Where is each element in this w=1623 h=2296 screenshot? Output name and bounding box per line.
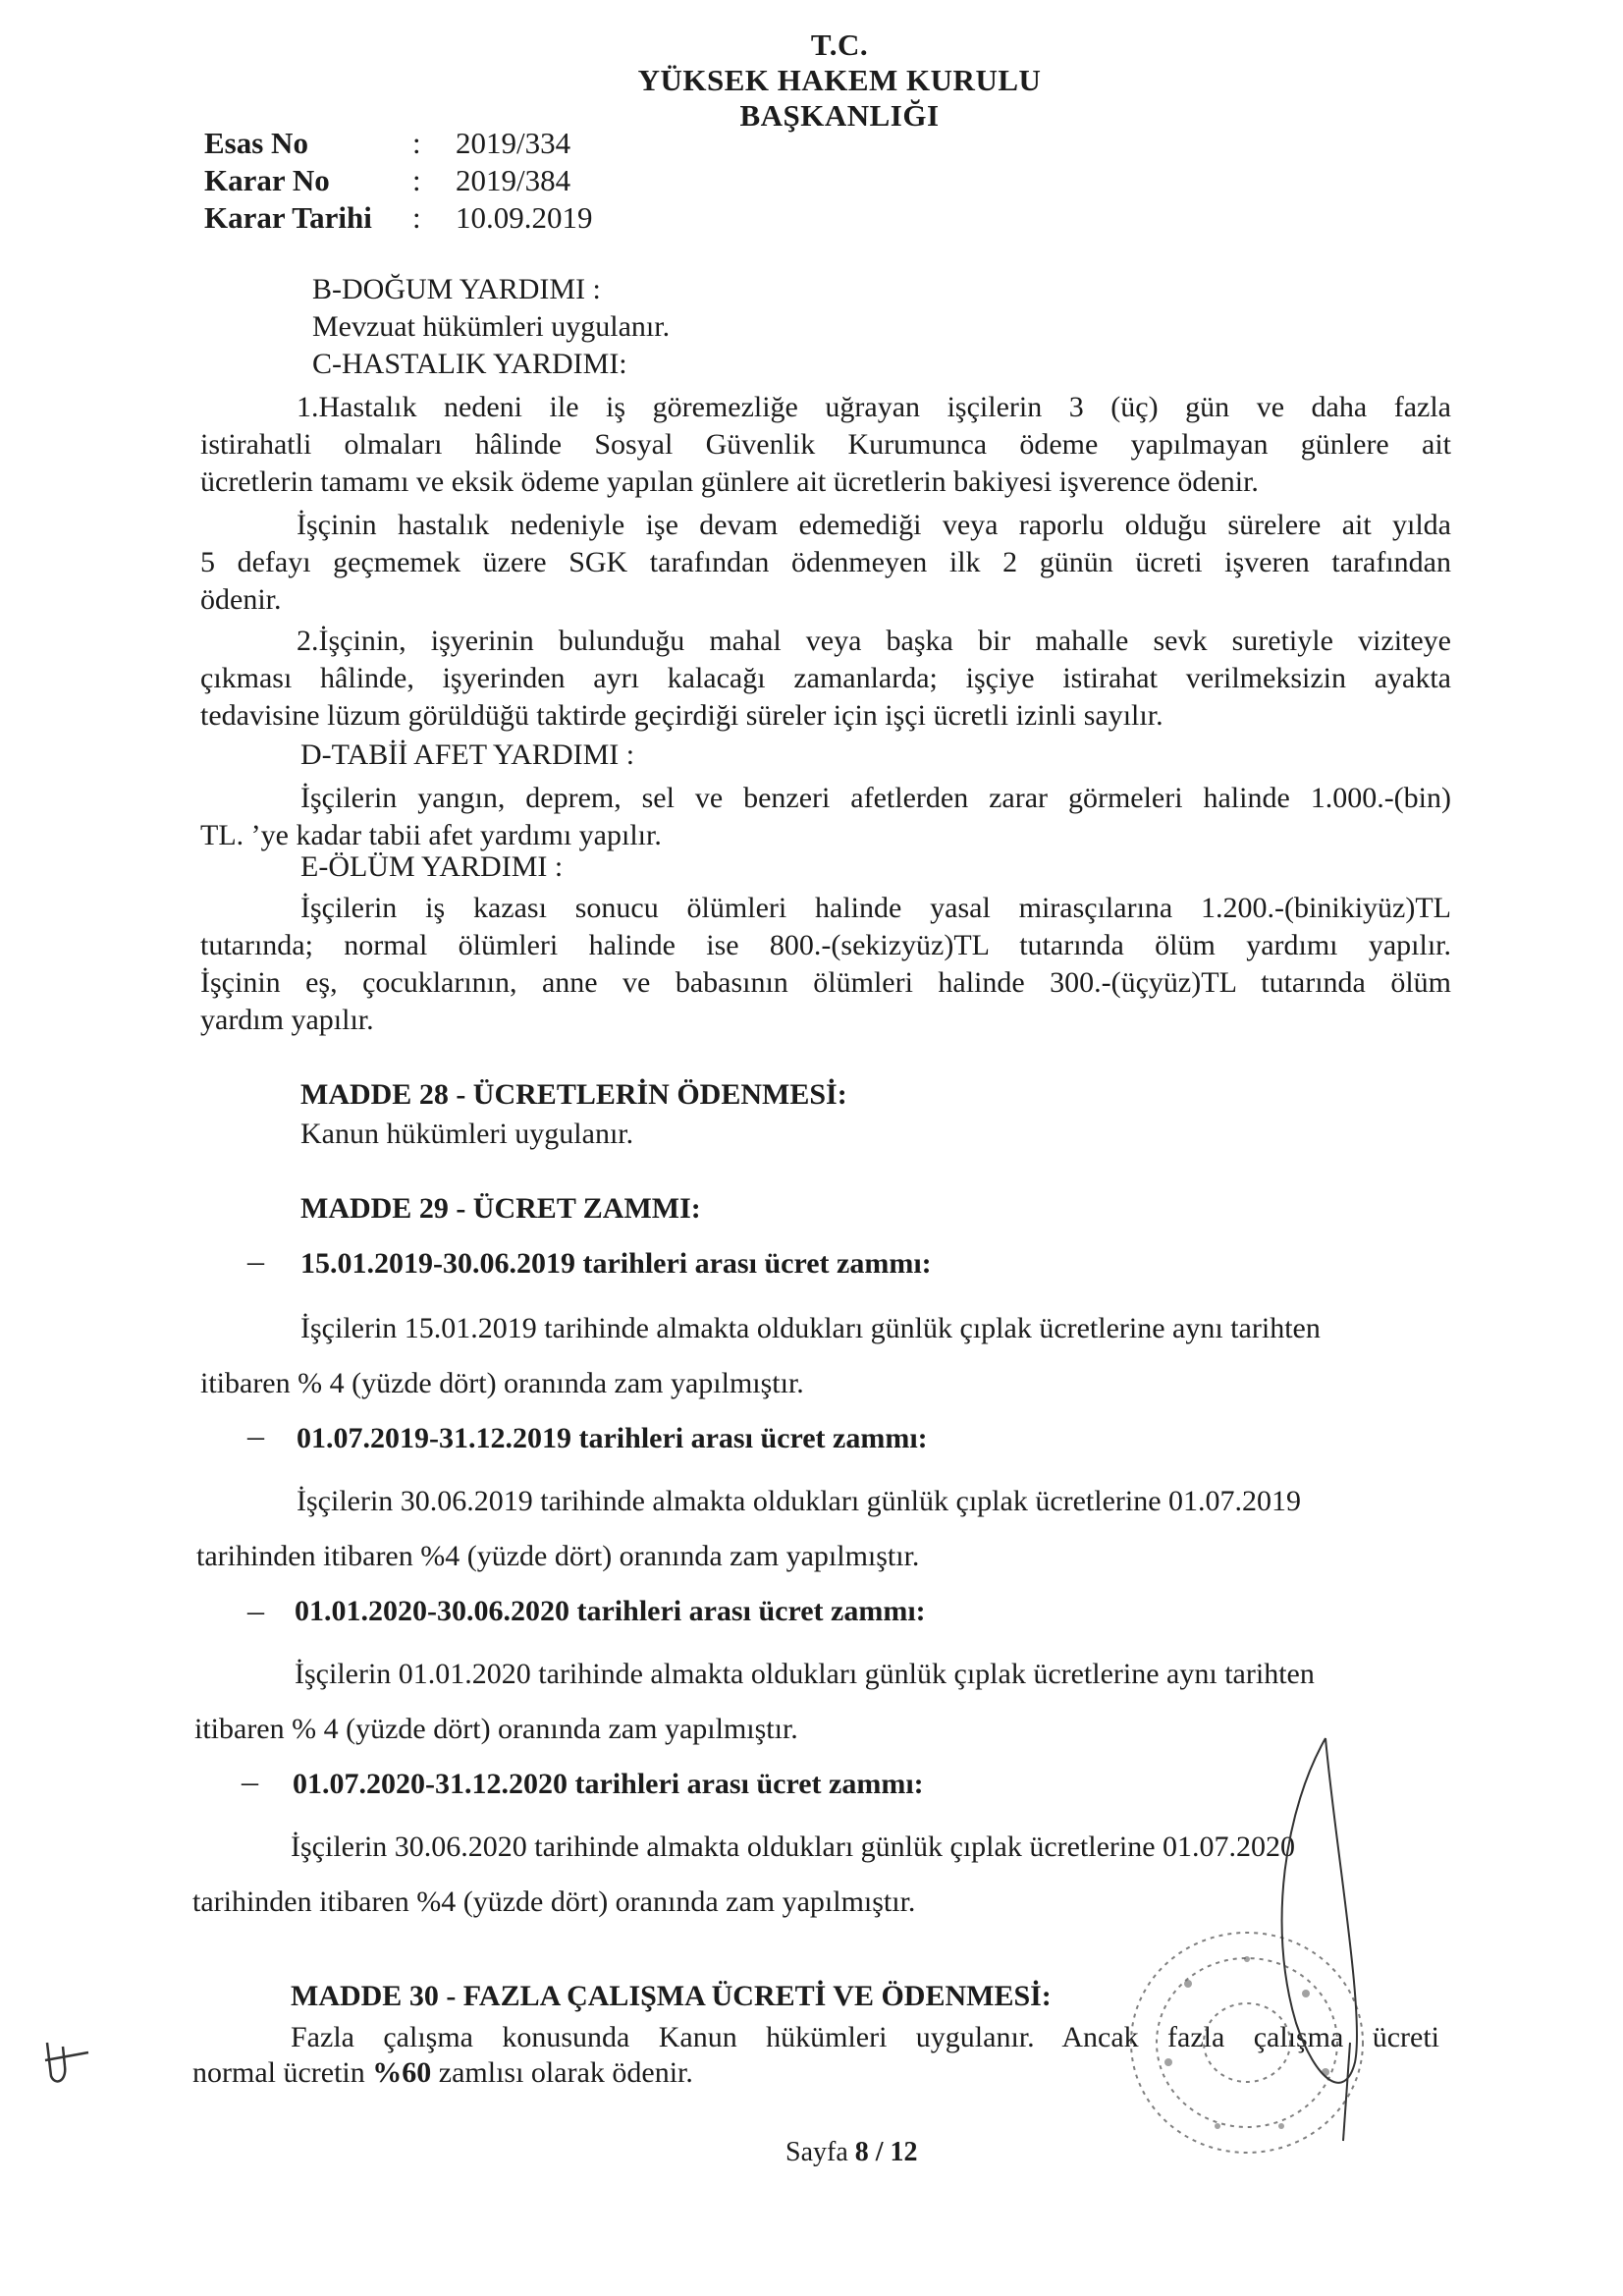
d-line2: TL. ’ye kadar tabii afet yardımı yapılır. [200, 819, 662, 851]
e-line2: tutarında; normal ölümleri halinde ise 800.-(sekizyüz)TL tutarında ölüm yardımı yapılır. [200, 929, 1451, 961]
meta-value: 10.09.2019 [456, 200, 593, 235]
madde-29-title: MADDE 29 - ÜCRET ZAMMI: [300, 1192, 701, 1225]
raise-3-line1: İşçilerin 01.01.2020 tarihinde almakta oldukları günlük çıplak ücretlerine aynı tarihten [295, 1658, 1315, 1690]
page-prefix: Sayfa [785, 2137, 855, 2167]
header-tc: T.C. [810, 27, 869, 62]
raise-2-title: 01.07.2019-31.12.2019 tarihleri arası ücret zammı: [297, 1422, 928, 1454]
meta-value: 2019/334 [456, 126, 571, 160]
c2-line1: 2.İşçinin, işyerinin bulunduğu mahal veya başka bir mahalle sevk suretiyle viziteye [297, 625, 1451, 657]
meta-label: Karar No [204, 163, 330, 197]
section-d-title: D-TABİİ AFET YARDIMI : [300, 738, 635, 771]
meta-label: Esas No [204, 126, 308, 160]
c1b-line3: ödenir. [200, 583, 282, 616]
section-e-title: E-ÖLÜM YARDIMI : [300, 850, 564, 883]
list-bullet: – [247, 1243, 264, 1280]
raise-3-title: 01.01.2020-30.06.2020 tarihleri arası ücret zammı: [295, 1595, 926, 1627]
raise-4-line1: İşçilerin 30.06.2020 tarihinde almakta oldukları günlük çıplak ücretlerine 01.07.2020 [291, 1831, 1296, 1863]
meta-label: Karar Tarihi [204, 200, 372, 235]
section-b-title: B-DOĞUM YARDIMI : [312, 273, 601, 305]
e-line1: İşçilerin iş kazası sonucu ölümleri halinde yasal mirasçılarına 1.200.-(binikiyüz)TL [300, 892, 1451, 924]
madde-28-title: MADDE 28 - ÜCRETLERİN ÖDENMESİ: [300, 1078, 847, 1111]
header-org-line1: YÜKSEK HAKEM KURULU [637, 63, 1042, 97]
header-org-line2: BAŞKANLIĞI [739, 98, 940, 133]
madde-30-text-a: normal ücretin [192, 2056, 373, 2089]
c1-line1: 1.Hastalık nedeni ile iş göremezliğe uğrayan işçilerin 3 (üç) gün ve daha fazla [297, 391, 1451, 423]
raise-1-line1: İşçilerin 15.01.2019 tarihinde almakta oldukları günlük çıplak ücretlerine aynı tarihten [300, 1312, 1321, 1344]
raise-4-title: 01.07.2020-31.12.2020 tarihleri arası ücret zammı: [293, 1768, 924, 1800]
d-line1: İşçilerin yangın, deprem, sel ve benzeri afetlerden zarar görmeleri halinde 1.000.-(bin) [300, 782, 1451, 814]
e-line4: yardım yapılır. [200, 1004, 374, 1036]
list-bullet: – [242, 1764, 258, 1800]
initials-icon [37, 2033, 96, 2092]
madde-28-text: Kanun hükümleri uygulanır. [300, 1118, 634, 1150]
c1b-line2: 5 defayı geçmemek üzere SGK tarafından ödenmeyen ilk 2 günün ücreti işveren tarafından [200, 546, 1451, 578]
page-sep: / [868, 2137, 891, 2167]
c1-line2: istirahatli olmaları hâlinde Sosyal Güvenlik Kurumunca ödeme yapılmayan günlere ait [200, 428, 1451, 461]
signature-icon [1257, 1728, 1375, 2151]
raise-2-line2: tarihinden itibaren %4 (yüzde dört) oranında zam yapılmıştır. [196, 1540, 920, 1572]
meta-sep: : [412, 163, 421, 197]
meta-value: 2019/384 [456, 163, 571, 197]
meta-sep: : [412, 126, 421, 160]
madde-30-line1: Fazla çalışma konusunda Kanun hükümleri uygulanır. Ancak fazla çalışma ücreti [291, 2021, 1439, 2053]
c2-line2: çıkması hâlinde, işyerinden ayrı kalacağı zamanlarda; işçiye istirahat verilmeksizin ayakta [200, 662, 1451, 694]
page-number [785, 2137, 918, 2168]
c2-line3: tedavisine lüzum görüldüğü taktirde geçirdiği süreler için işçi ücretli izinli sayılır. [200, 699, 1163, 732]
e-line3: İşçinin eş, çocuklarının, anne ve babasının ölümleri halinde 300.-(üçyüz)TL tutarında ölüm [200, 966, 1451, 999]
page-total: 12 [890, 2137, 918, 2167]
c1-line3: ücretlerin tamamı ve eksik ödeme yapılan günlere ait ücretlerin bakiyesi işverence ödenir. [200, 465, 1259, 498]
raise-3-line2: itibaren % 4 (yüzde dört) oranında zam yapılmıştır. [194, 1713, 798, 1745]
section-b-text: Mevzuat hükümleri uygulanır. [312, 310, 671, 343]
section-c-title: C-HASTALIK YARDIMI: [312, 348, 627, 380]
raise-4-line2: tarihinden itibaren %4 (yüzde dört) oranında zam yapılmıştır. [192, 1886, 916, 1918]
page-current: 8 [854, 2137, 869, 2167]
meta-sep: : [412, 200, 421, 235]
raise-1-line2: itibaren % 4 (yüzde dört) oranında zam yapılmıştır. [200, 1367, 804, 1399]
madde-30-line2 [192, 2056, 693, 2090]
list-bullet: – [247, 1593, 264, 1629]
madde-30-text-c: zamlısı olarak ödenir. [431, 2056, 693, 2089]
raise-2-line1: İşçilerin 30.06.2019 tarihinde almakta oldukları günlük çıplak ücretlerine 01.07.2019 [297, 1485, 1302, 1517]
c1b-line1: İşçinin hastalık nedeniyle işe devam edemediği veya raporlu olduğu sürelere ait yılda [297, 509, 1451, 541]
madde-30-rate: %60 [372, 2056, 432, 2089]
list-bullet: – [247, 1418, 264, 1454]
madde-30-title: MADDE 30 - FAZLA ÇALIŞMA ÜCRETİ VE ÖDENMESİ: [291, 1980, 1052, 2012]
raise-1-title: 15.01.2019-30.06.2019 tarihleri arası ücret zammı: [300, 1247, 932, 1280]
